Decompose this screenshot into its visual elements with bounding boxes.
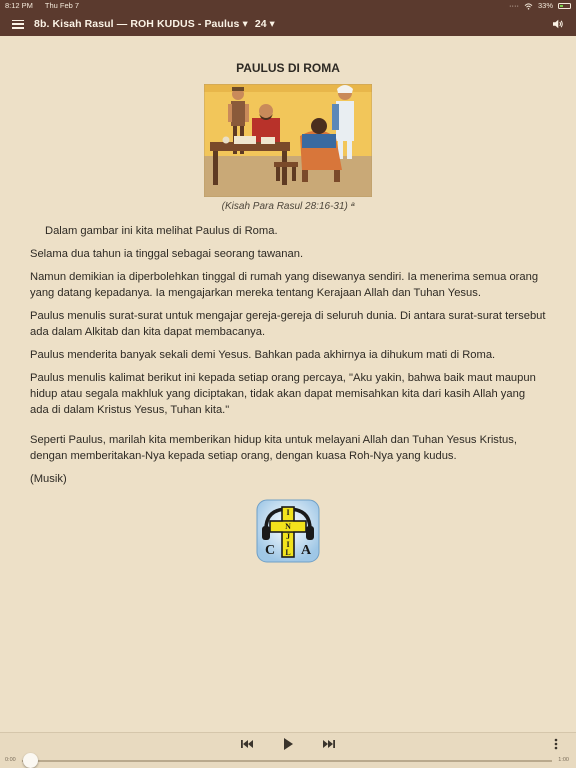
logo-cross-text: I (286, 540, 290, 549)
paragraph: Namun demikian ia diperbolehkan tinggal di rumah yang disewanya sendiri. Ia menerima semua orang yang datang kepadanya. Ia mengajarkan mereka tentang Kerajaan Allah dan Tuhan Yesus. (30, 271, 539, 299)
paragraph: Paulus menderita banyak sekali demi Yesus. Bahkan pada akhirnya ia dihukum mati di Roma. (30, 349, 496, 361)
paragraph: Seperti Paulus, marilah kita memberikan hidup kita untuk melayani Allah dan Tuhan Yesus Kristus, dengan memberitakan-Nya kepada setiap orang, dengan kuasa Roh-Nya yang kudus. (30, 434, 517, 462)
paragraph: Paulus menulis kalimat berikut ini kepada setiap orang percaya, "Aku yakin, bahwa baik maut maupun hidup atau segala makhluk yang diciptakan, tidak akan dapat memisahkan kita dari kasih Allah yang ada di dalam Kristus Yesus, Tuhan kita." (30, 372, 536, 416)
logo-cross-text: L (285, 548, 291, 557)
signal-dots-icon: ···· (508, 1, 519, 10)
time-total: 1:00 (558, 757, 569, 763)
play-icon[interactable] (280, 737, 296, 751)
chapter-dropdown[interactable]: 24 ▾ (254, 18, 275, 30)
logo-letter: A (300, 543, 312, 558)
logo-cross-text: N (285, 522, 291, 531)
logo-cross-text: I (286, 508, 290, 517)
paragraph: Paulus menulis surat-surat untuk mengajar gereja-gereja di seluruh dunia. Di antara surat-surat tersebut ada dalam Alkitab dan kita dapat membacanya. (30, 310, 546, 338)
app-bar (0, 12, 576, 36)
time-elapsed: 0:00 (5, 757, 16, 763)
progress-track[interactable] (22, 760, 552, 762)
status-time: 8:12 PM (5, 1, 33, 10)
lesson-content (30, 36, 546, 563)
status-bar (0, 0, 576, 12)
page-title: PAULUS DI ROMA (236, 61, 340, 75)
battery-percent: 33% (537, 1, 553, 10)
logo-letter: C (264, 543, 276, 558)
paragraph: Selama dua tahun ia tinggal sebagai seorang tawanan. (30, 248, 304, 260)
skip-forward-icon[interactable] (321, 737, 337, 751)
logo-cross-text: J (286, 532, 290, 541)
scripture-reference[interactable]: (Kisah Para Rasul 28:16-31) ª (221, 201, 355, 212)
status-date: Thu Feb 7 (44, 1, 80, 10)
audio-player (0, 732, 576, 768)
paragraph: Dalam gambar ini kita melihat Paulus di Roma. (45, 225, 278, 237)
more-vertical-icon[interactable] (554, 738, 558, 750)
skip-back-icon[interactable] (239, 737, 255, 751)
battery-charging-icon (558, 3, 571, 9)
progress-slider-thumb[interactable] (23, 753, 38, 768)
hamburger-menu-icon[interactable] (12, 20, 24, 29)
injil-cia-logo (256, 499, 320, 563)
book-title-dropdown[interactable]: 8b. Kisah Rasul — ROH KUDUS - Paulus ▾ (34, 18, 248, 30)
speaker-icon[interactable] (552, 18, 564, 30)
music-note: (Musik) (30, 473, 67, 485)
paul-in-rome-illustration (204, 84, 372, 197)
wifi-icon (524, 3, 533, 10)
